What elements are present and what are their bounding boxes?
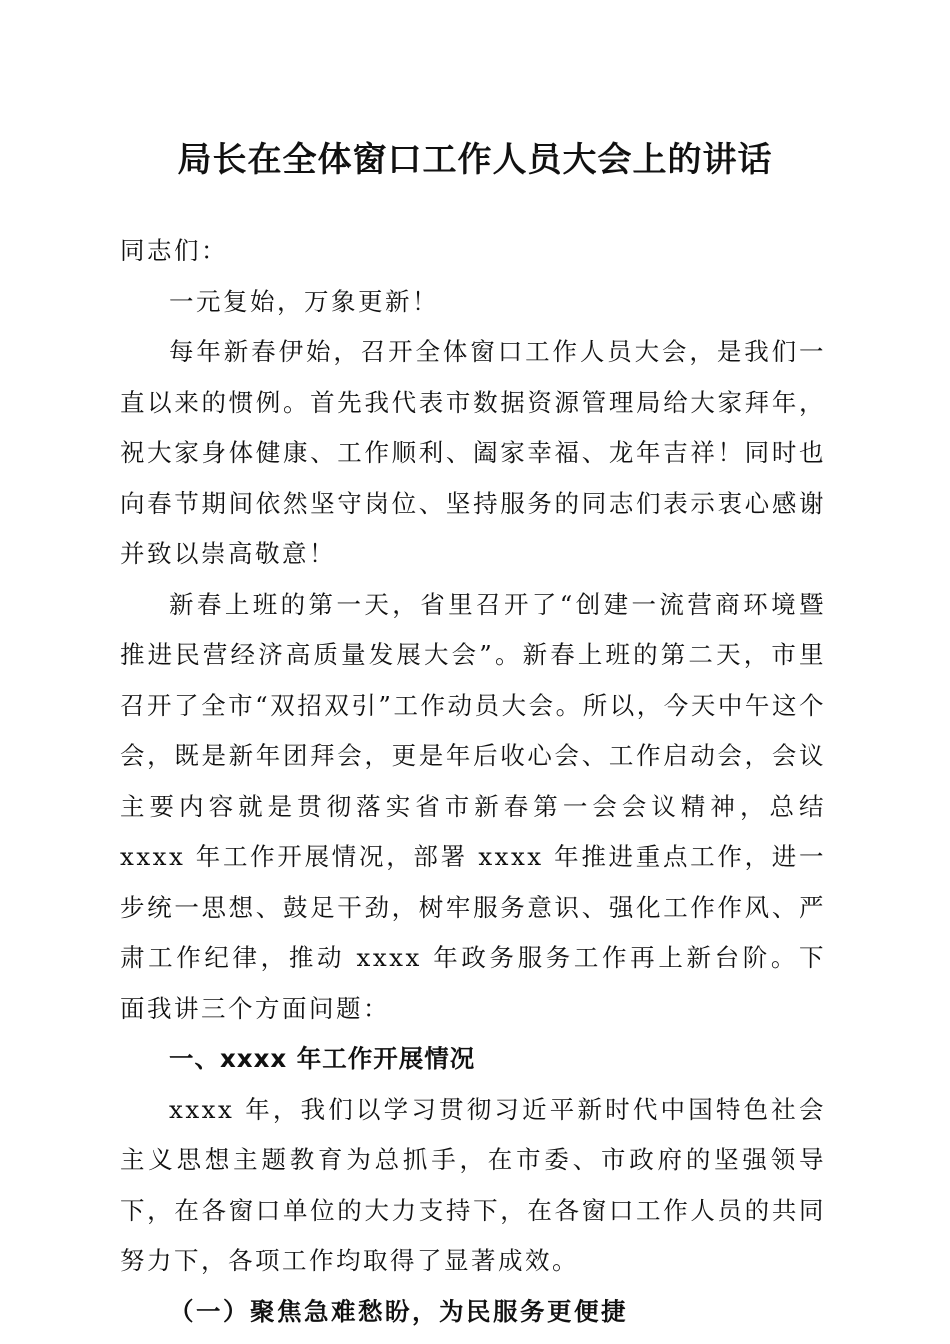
salutation: 同志们： xyxy=(120,236,228,265)
document-title: 局长在全体窗口工作人员大会上的讲话 xyxy=(177,140,773,180)
paragraph-meeting-purpose: 新春上班的第一天，省里召开了“创建一流营商环境暨推进民营经济高质量发展大会”。新春上班的第二天，市里召开了全市“双招双引”工作动员大会。所以，今天中午这个会，既是新年团拜会，更是年后收心会、工作启动会，会议主要内容就是贯彻落实省市新春第一会会议精神，总结 xxxx 年工作开展情况，部署 xxxx 年推进重点工作，进一步统一思想、鼓足干劲，树牢服务意识、强化工作作风、严肃工作纪律，推动 xxxx 年政务服务工作再上新台阶。下面我讲三个方面问题： xyxy=(120,589,826,1023)
paragraph-new-year-wishes: 每年新春伊始，召开全体窗口工作人员大会，是我们一直以来的惯例。首先我代表市数据资源管理局给大家拜年，祝大家身体健康、工作顺利、阖家幸福、龙年吉祥！同时也向春节期间依然坚守岗位、坚持服务的同志们表示衷心感谢并致以崇高敬意！ xyxy=(120,337,826,568)
document-body xyxy=(120,226,826,1337)
subsection-heading: （一）聚焦急难愁盼，为民服务更便捷 xyxy=(169,1296,628,1326)
paragraph-section-intro: xxxx 年，我们以学习贯彻习近平新时代中国特色社会主义思想主题教育为总抓手，在市委、市政府的坚强领导下，在各窗口单位的大力支持下，在各窗口工作人员的共同努力下，各项工作均取得了显著成效。 xyxy=(120,1094,826,1275)
section-heading: 一、xxxx 年工作开展情况 xyxy=(169,1044,476,1073)
paragraph-greeting: 一元复始，万象更新！ xyxy=(169,286,439,316)
